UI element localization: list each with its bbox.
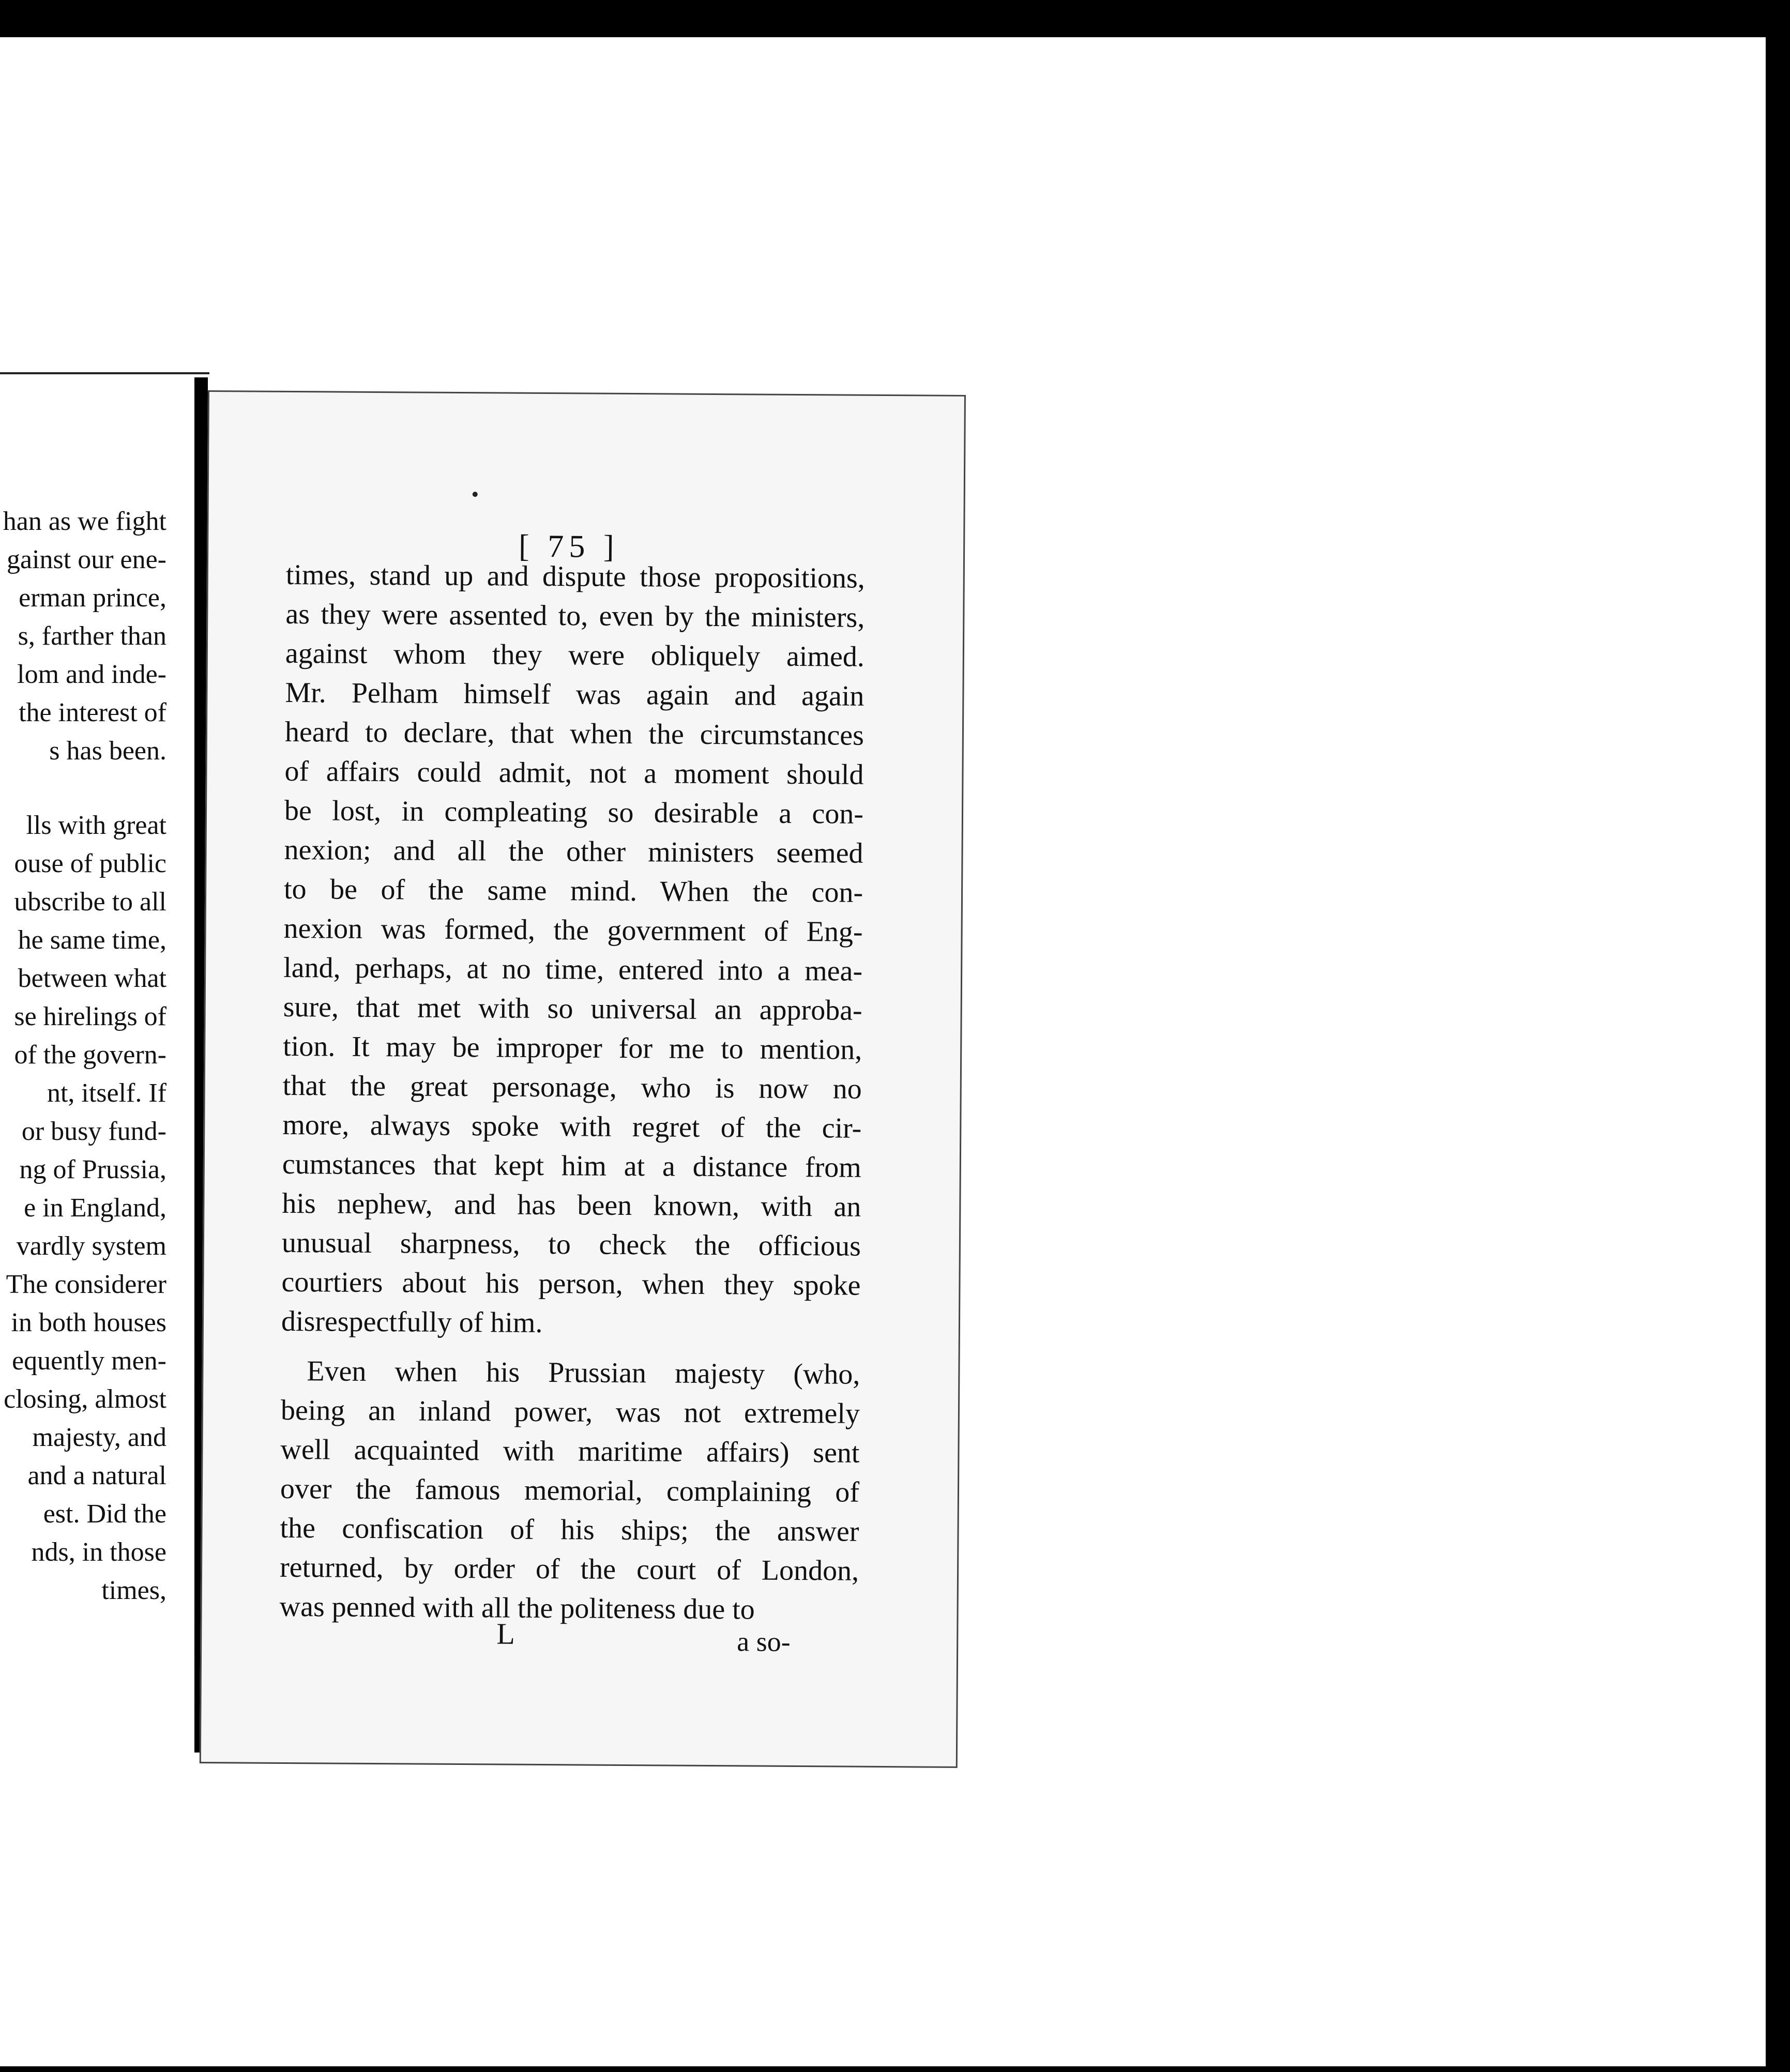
left-page-line: between what [18,964,166,993]
left-page-line: s has been. [49,736,166,766]
text-line: sure, that met with so universal an approba- [283,991,862,1027]
text-line: over the famous memorial, complaining of [280,1472,860,1509]
text-line: being an inland power, was not extremely [280,1394,860,1430]
text-line: cumstances that kept him at a distance from [282,1148,862,1184]
text-line: more, always spoke with regret of the cir- [282,1108,862,1145]
left-page-line: ouse of public [14,849,166,878]
text-line: unusual sharpness, to check the officious [281,1226,861,1262]
left-page-line: est. Did the [43,1499,166,1529]
ink-speck [473,492,478,497]
text-line: returned, by order of the court of London, [279,1551,859,1587]
left-page-line: or busy fund- [21,1117,166,1146]
left-page-line: nds, in those [31,1537,166,1567]
text-line: the confiscation of his ships; the answer [280,1512,859,1548]
left-page-line: ubscribe to all [14,887,166,917]
page-number-header: [ 75 ] [518,528,619,565]
left-page-line: and a natural [27,1461,166,1490]
left-page-line: vardly system [16,1231,166,1261]
left-page-line: s, farther than [18,621,166,651]
left-page-line: he same time, [18,925,166,955]
left-page-line: closing, almost [4,1384,166,1414]
text-line: as they were assented to, even by the ministers, [285,598,865,634]
left-page-line: nt, itself. If [47,1078,166,1108]
text-line: be lost, in compleating so desirable a con- [284,794,864,830]
text-line: nexion was formed, the government of Eng- [283,912,863,948]
paragraph-1 [281,555,865,1345]
left-page-line: The considerer [6,1270,166,1299]
text-line: courtiers about his person, when they spoke [281,1266,861,1302]
text-line: Even when his Prussian majesty (who, [307,1355,860,1391]
left-page-line: equently men- [12,1346,166,1376]
text-line: was penned with all the politeness due to [279,1590,755,1626]
left-page-line: se hirelings of [14,1002,166,1031]
catchword: a so- [737,1626,791,1657]
right-page [200,390,966,1768]
left-page-line: majesty, and [32,1423,166,1452]
signature-mark: L [496,1617,515,1651]
left-page-line: e in England, [24,1193,166,1223]
left-page-line: times, [101,1576,166,1605]
left-page-line: of the govern- [14,1040,166,1070]
scan-border [1766,37,1790,2072]
text-line: disrespectfully of him. [281,1305,543,1339]
paragraph-2 [279,1351,860,1630]
left-page-line: han as we fight [3,507,166,536]
text-line: tion. It may be improper for me to mention, [283,1030,862,1066]
left-page-line: the interest of [19,698,166,727]
text-line: that the great personage, who is now no [282,1069,862,1105]
left-page-line: gainst our ene- [6,545,166,574]
left-page [0,372,209,1770]
text-line: well acquainted with maritime affairs) sent [280,1433,860,1469]
text-line: his nephew, and has been known, with an [282,1187,861,1223]
text-line: heard to declare, that when the circumstances [284,715,864,752]
text-line: times, stand up and dispute those propositions, [285,558,865,595]
left-page-line: lom and inde- [17,660,166,689]
text-line: Mr. Pelham himself was again and again [285,676,864,712]
text-line: nexion; and all the other ministers seemed [284,833,863,870]
text-line: of affairs could admit, not a moment should [284,755,864,791]
text-line: to be of the same mind. When the con- [283,873,863,909]
text-line: against whom they were obliquely aimed. [285,637,865,673]
text-line: land, perhaps, at no time, entered into a mea- [283,951,863,987]
left-page-line: lls with great [26,811,166,840]
left-page-line: ng of Prussia, [19,1155,166,1184]
left-page-line: in both houses [11,1308,166,1337]
left-page-line: erman prince, [19,583,166,613]
